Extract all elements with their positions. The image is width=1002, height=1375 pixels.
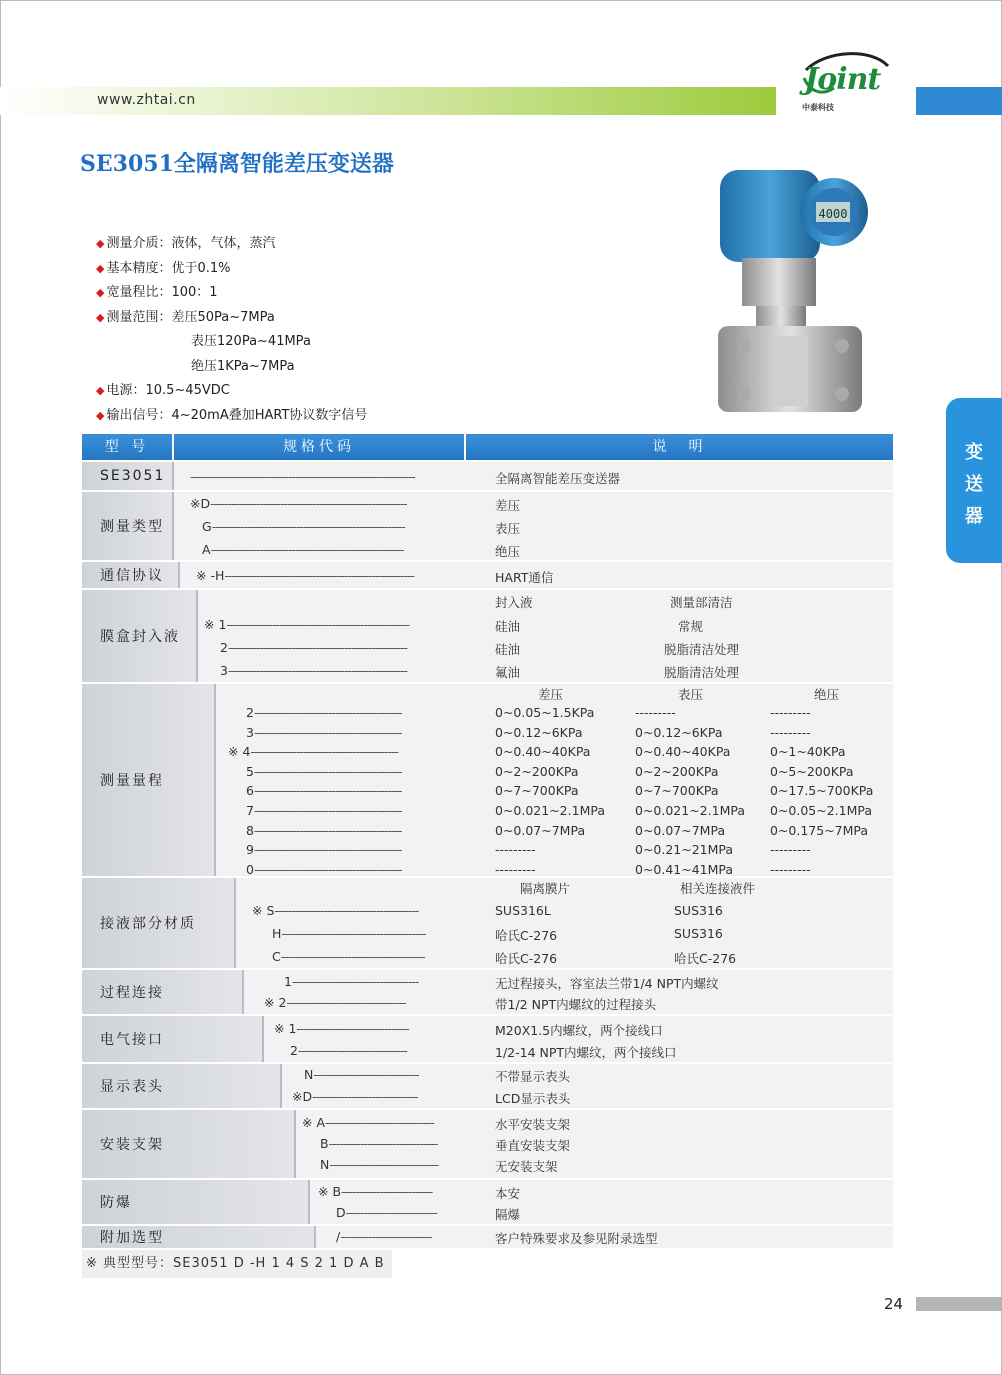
range-value: 0~2~200KPa: [635, 763, 719, 779]
code-line: [284, 974, 418, 989]
code-value: ※ 1: [204, 617, 227, 632]
row-label: 测量类型: [82, 492, 174, 560]
code-dashes: -----------------------------------------: [281, 926, 426, 941]
feature-item: [96, 355, 367, 380]
code-line: [246, 705, 401, 720]
feature-item: [96, 281, 367, 306]
code-value: 2: [290, 1043, 298, 1058]
code-line: [196, 568, 414, 583]
column-header: 相关连接液件: [680, 881, 756, 896]
bullet-diamond-icon: ◆: [96, 408, 105, 422]
code-dashes: --------------------------: [340, 1229, 432, 1244]
range-value: ---------: [495, 861, 536, 877]
code-dashes: ------------------------------------------: [253, 783, 402, 799]
range-value: 0~1~40KPa: [770, 744, 846, 760]
logo-subtitle: 中泰科技: [802, 103, 834, 112]
feature-text: 输出信号：4~20mA叠加HART协议数字信号: [106, 407, 368, 423]
code-value: N: [304, 1067, 314, 1082]
code-dashes: --------------------------------: [296, 1021, 409, 1036]
bullet-diamond-icon: ◆: [96, 310, 105, 324]
row-description: 哈氏C-276: [495, 951, 558, 966]
code-dashes: ------------------------------------------: [253, 861, 402, 877]
row-label: 膜盒封入液: [82, 590, 198, 682]
code-value: 2: [246, 705, 254, 720]
code-dashes: ------------------------------------------: [253, 842, 402, 858]
code-value: 5: [246, 763, 254, 779]
code-dashes: --------------------------------------------------------: [210, 496, 407, 511]
code-line: [228, 744, 398, 759]
feature-item: [96, 404, 367, 429]
header-description: 说 明: [466, 434, 893, 460]
code-value: ※ 1: [274, 1021, 297, 1036]
row-label: 安装支架: [82, 1110, 296, 1178]
code-line: [246, 803, 401, 818]
range-value: ---------: [495, 842, 536, 858]
code-dashes: ------------------------------: [312, 1089, 418, 1104]
code-dashes: -------------------------------: [325, 1115, 434, 1130]
range-value: 0~0.41~41MPa: [635, 861, 734, 877]
code-line: [246, 725, 401, 740]
feature-item: [96, 257, 367, 282]
range-value: 0~0.12~6KPa: [495, 724, 583, 740]
code-line: [246, 783, 401, 798]
code-value: N: [320, 1157, 330, 1172]
spec-table-header: [82, 434, 893, 460]
code-line: [246, 764, 401, 779]
range-value: 0~2~200KPa: [495, 763, 579, 779]
table-row-process-connection: [82, 970, 893, 1014]
code-line: [220, 663, 407, 678]
feature-text: 测量范围：差压50Pa~7MPa: [106, 309, 275, 325]
code-line: [246, 862, 401, 877]
row-description: 垂直安装支架: [495, 1138, 571, 1153]
code-line: [202, 542, 404, 557]
website-url[interactable]: www.zhtai.cn: [97, 92, 196, 108]
row-label: 附加选型: [82, 1226, 316, 1248]
feature-item: [96, 306, 367, 331]
code-dashes: ---------------------------------------------------: [227, 640, 407, 655]
code-value: A: [202, 542, 211, 557]
feature-list: [96, 232, 367, 428]
bullet-diamond-icon: ◆: [96, 237, 105, 250]
code-value: 0: [246, 861, 254, 877]
column-header: 隔离膜片: [520, 881, 571, 896]
row-description: 客户特殊要求及参见附录选型: [495, 1231, 658, 1246]
row-label: 测量量程: [82, 684, 216, 876]
range-value: 0~0.21~21MPa: [635, 842, 734, 858]
code-line: [272, 926, 425, 941]
code-value: ※ 2: [264, 995, 287, 1010]
side-tab-char: 送: [965, 474, 983, 495]
table-row-electrical-interface: [82, 1016, 893, 1062]
table-row-fill-liquid: [82, 590, 893, 682]
code-value: 9: [246, 842, 254, 858]
row-label: 接液部分材质: [82, 878, 236, 968]
row-label: 显示表头: [82, 1064, 282, 1108]
table-row-model: [82, 462, 893, 490]
range-value: 0~0.12~6KPa: [635, 724, 723, 740]
code-dashes: ---------------------------------------------------: [227, 663, 407, 678]
range-value: ---------: [770, 705, 811, 720]
row-description: 哈氏C-276: [495, 928, 558, 943]
code-dashes: ------------------------------------------: [253, 705, 402, 720]
table-row-additional-options: [82, 1226, 893, 1248]
row-description: SUS316L: [495, 903, 551, 918]
range-value: 0~0.175~7MPa: [770, 822, 869, 838]
code-dashes: ------------------------------------------: [253, 724, 402, 740]
code-dashes: -------------------------------------------------------: [211, 519, 405, 534]
row-description: 绝压: [495, 544, 521, 559]
feature-item: [96, 379, 367, 404]
logo-text: Joint: [804, 62, 881, 97]
code-dashes: -----------------------------------------: [274, 903, 419, 918]
feature-text: 电源：10.5~45VDC: [106, 383, 230, 398]
range-value: 0~17.5~700KPa: [770, 783, 874, 799]
code-value: 1: [284, 974, 292, 989]
code-dashes: ------------------------------------------------------: [224, 568, 414, 583]
feature-text: 表压120Pa~41MPa: [191, 334, 311, 349]
code-dashes: ------------------------------------------: [253, 763, 402, 779]
code-dashes: --------------------------: [341, 1184, 433, 1199]
typical-model-note: ※ 典型型号：SE3051 D -H 1 4 S 2 1 D A B: [82, 1250, 392, 1278]
code-value: G: [202, 519, 212, 534]
column-header: 测量部清洁: [670, 595, 733, 610]
row-label: 通信协议: [82, 562, 180, 588]
row-description: 哈氏C-276: [674, 951, 737, 966]
range-value: ---------: [770, 724, 811, 740]
code-dashes: ------------------------------------------: [250, 744, 398, 760]
row-description: 常规: [678, 619, 704, 634]
page-title: SE3051全隔离智能差压变送器: [80, 151, 394, 177]
column-header: 绝压: [814, 687, 840, 702]
code-value: C: [272, 949, 281, 964]
code-dashes: ------------------------------------: [291, 974, 419, 989]
code-dashes: ----------------------------------: [286, 995, 406, 1010]
row-description: 1/2-14 NPT内螺纹，两个接线口: [495, 1045, 677, 1060]
row-description: 水平安装支架: [495, 1117, 571, 1132]
device-display-readout: 4000: [818, 207, 848, 221]
side-tab-char: 器: [965, 506, 983, 527]
code-line: [252, 903, 418, 918]
row-description: 硅油: [495, 642, 521, 657]
range-value: 0~0.021~2.1MPa: [635, 803, 745, 818]
page-number-bar: [916, 1297, 1002, 1311]
feature-item: [96, 232, 367, 257]
table-row-display-head: [82, 1064, 893, 1108]
row-description: 表压: [495, 521, 521, 536]
feature-text: 绝压1KPa~7MPa: [191, 358, 295, 374]
page-number: 24: [884, 1295, 904, 1313]
row-label: 过程连接: [82, 970, 244, 1014]
code-line: [304, 1067, 419, 1082]
range-value: 0~0.07~7MPa: [635, 822, 726, 838]
code-value: ※ -H: [196, 568, 225, 583]
bullet-diamond-icon: ◆: [96, 261, 105, 275]
code-value: 3: [246, 724, 254, 740]
range-value: 0~0.40~40KPa: [495, 744, 591, 760]
code-line: [264, 995, 406, 1010]
code-value: H: [272, 926, 282, 941]
row-description: 氟油: [495, 665, 521, 680]
code-line: [246, 842, 401, 857]
code-line: [220, 640, 407, 655]
column-header: 差压: [538, 687, 564, 702]
row-description: SUS316: [674, 903, 723, 918]
code-value: ※D: [292, 1089, 313, 1104]
code-line: [336, 1229, 432, 1244]
code-dashes: -------------------------------: [328, 1136, 438, 1151]
row-description: HART通信: [495, 570, 554, 585]
row-label: 防爆: [82, 1180, 310, 1224]
range-value: 0~7~700KPa: [635, 783, 719, 799]
code-value: 6: [246, 783, 254, 799]
row-description: 脱脂清洁处理: [664, 665, 740, 680]
code-value: 3: [220, 663, 228, 678]
code-line: [336, 1205, 437, 1220]
side-category-tab[interactable]: [946, 398, 1002, 563]
code-line: [290, 1043, 407, 1058]
code-dashes: -------------------------------: [297, 1043, 407, 1058]
range-value: ---------: [770, 842, 811, 858]
range-value: ---------: [770, 861, 811, 877]
code-dashes: ----------------------------------------------------: [226, 617, 409, 632]
code-line: [272, 949, 425, 964]
row-description: 全隔离智能差压变送器: [495, 471, 621, 486]
code-dashes: ------------------------------------------: [253, 822, 402, 838]
range-value: ---------: [635, 705, 676, 720]
code-dashes: -------------------------------------------------------: [210, 542, 404, 557]
code-value: 2: [220, 640, 228, 655]
code-line: [302, 1115, 434, 1130]
code-value: 8: [246, 822, 254, 838]
table-row-material: [82, 878, 893, 968]
code-line: [246, 823, 401, 838]
row-label: 电气接口: [82, 1016, 264, 1062]
row-label: SE3051: [82, 462, 174, 490]
column-header: 表压: [678, 687, 704, 702]
range-value: 0~0.05~2.1MPa: [770, 803, 873, 818]
row-description: SUS316: [674, 926, 723, 941]
code-value: D: [336, 1205, 346, 1220]
code-dashes: ------------------------------: [313, 1067, 419, 1082]
code-line: [320, 1136, 437, 1151]
code-value: ※ A: [302, 1115, 325, 1130]
row-description: 无安装支架: [495, 1159, 558, 1174]
row-description: 本安: [495, 1186, 521, 1201]
code-value: ※ S: [252, 903, 275, 918]
row-description: 不带显示表头: [495, 1069, 571, 1084]
range-value: 0~0.021~2.1MPa: [495, 803, 605, 818]
feature-text: 测量介质：液体，气体，蒸汽: [106, 236, 276, 251]
side-tab-char: 变: [965, 442, 983, 463]
code-value: B: [320, 1136, 329, 1151]
code-line: [190, 496, 407, 511]
table-row-explosion-proof: [82, 1180, 893, 1224]
range-value: 0~5~200KPa: [770, 763, 854, 779]
code-value: ※ B: [318, 1184, 342, 1199]
table-row-measure-type: [82, 492, 893, 560]
row-description: LCD显示表头: [495, 1091, 571, 1106]
code-dashes: -------------------------------: [329, 1157, 439, 1172]
row-description: M20X1.5内螺纹，两个接线口: [495, 1023, 663, 1038]
row-description: 无过程接头，容室法兰带1/4 NPT内螺纹: [495, 976, 719, 991]
header-code: 规格代码: [174, 434, 464, 460]
code-value: ※D: [190, 496, 211, 511]
code-line: [318, 1184, 432, 1199]
range-value: 0~0.40~40KPa: [635, 744, 731, 760]
feature-item: [96, 330, 367, 355]
code-line: [204, 617, 409, 632]
row-description: 差压: [495, 498, 521, 513]
joint-logo: [796, 48, 896, 116]
table-row-measure-range: [82, 684, 893, 876]
range-value: 0~7~700KPa: [495, 783, 579, 799]
code-dashes: ----------------------------------------------------------------: [190, 469, 415, 484]
row-description: 硅油: [495, 619, 521, 634]
transmitter-device-image: [712, 160, 872, 422]
code-value: 7: [246, 803, 254, 818]
bullet-diamond-icon: ◆: [96, 286, 105, 299]
row-description: 脱脂清洁处理: [664, 642, 740, 657]
code-value: /: [336, 1229, 341, 1244]
table-row-mounting-bracket: [82, 1110, 893, 1178]
bullet-diamond-icon: ◆: [96, 384, 105, 397]
feature-text: 宽量程比：100：1: [106, 285, 218, 300]
column-header: 封入液: [495, 595, 533, 610]
code-line: [292, 1089, 417, 1104]
range-value: 0~0.07~7MPa: [495, 822, 586, 838]
range-value: 0~0.05~1.5KPa: [495, 705, 595, 720]
feature-text: 基本精度：优于0.1%: [106, 260, 231, 276]
row-description: 隔爆: [495, 1207, 521, 1222]
code-dashes: ------------------------------------------: [253, 803, 402, 818]
code-line: [320, 1157, 438, 1172]
table-row-protocol: [82, 562, 893, 588]
code-line: [274, 1021, 409, 1036]
row-description: 带1/2 NPT内螺纹的过程接头: [495, 997, 657, 1012]
code-dashes: --------------------------: [345, 1205, 437, 1220]
header-model: 型 号: [82, 434, 172, 460]
code-value: ※ 4: [228, 744, 251, 760]
code-dashes: -----------------------------------------: [280, 949, 425, 964]
code-line: [202, 519, 405, 534]
header-blue-tab: [916, 87, 1002, 115]
